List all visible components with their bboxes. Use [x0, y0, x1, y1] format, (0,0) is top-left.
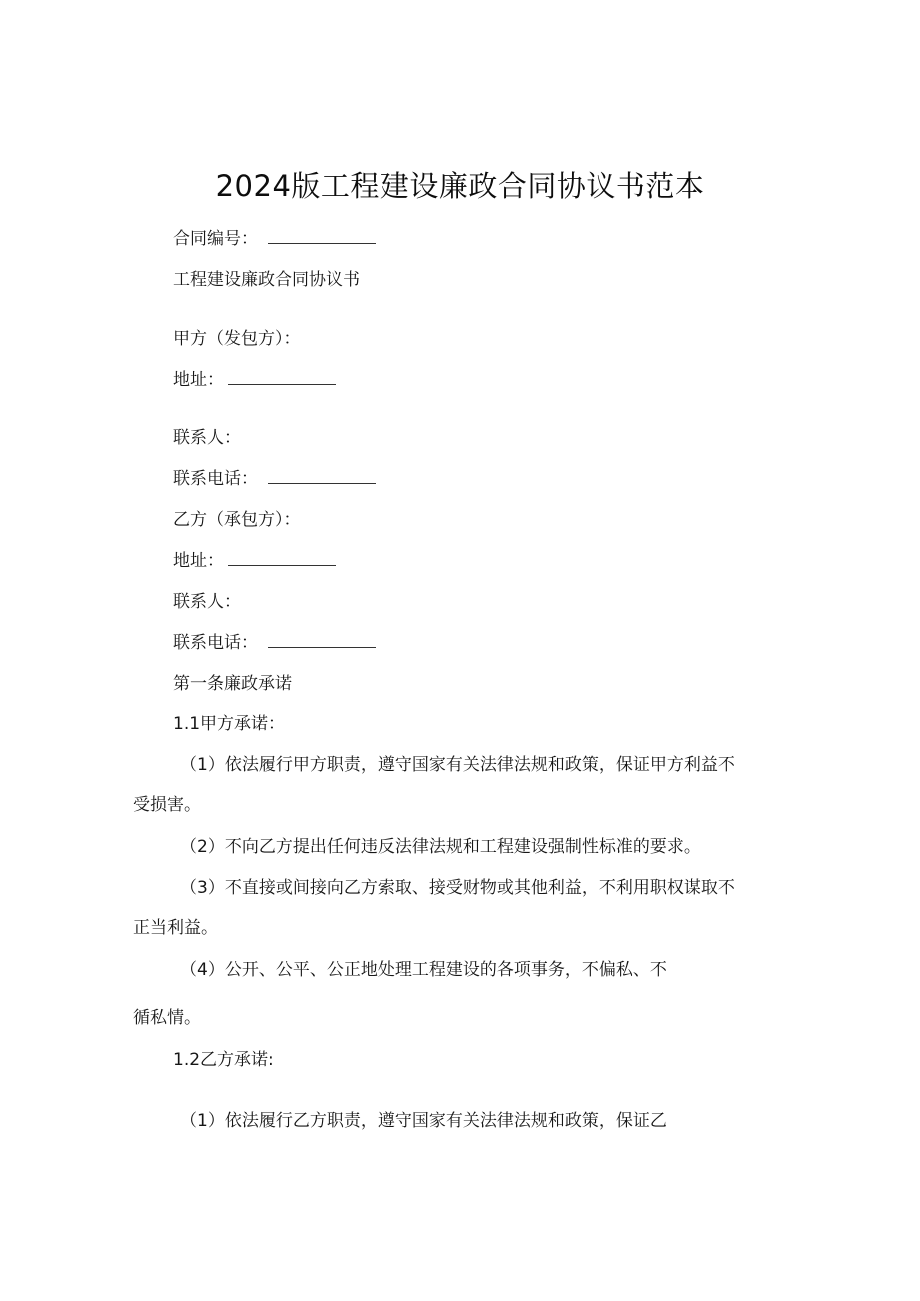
- party-a-promise-2: （2）不向乙方提出任何违反法律法规和工程建设强制性标准的要求。: [180, 837, 701, 857]
- document-name: 工程建设廉政合同协议书: [173, 270, 360, 290]
- party-a-promise-3-line-1: （3）不直接或间接向乙方索取、接受财物或其他利益，不利用职权谋取不: [180, 878, 735, 898]
- party-b-label: 乙方（承包方）：: [173, 510, 301, 530]
- contract-number-line: [173, 227, 376, 251]
- party-a-promise-4-line-1: （4）公开、公平、公正地处理工程建设的各项事务，不偏私、不: [180, 960, 667, 980]
- party-a-address-label: 地址：: [173, 370, 224, 390]
- party-a-phone-line: [173, 467, 376, 491]
- party-b-phone-label: 联系电话：: [173, 633, 258, 653]
- party-b-promise-heading: 1.2乙方承诺:: [173, 1050, 274, 1070]
- party-b-promise-1-line-1: （1）依法履行乙方职责，遵守国家有关法律法规和政策，保证乙: [180, 1111, 667, 1131]
- party-b-address-label: 地址：: [173, 551, 224, 571]
- party-a-promise-4-line-2: 循私情。: [133, 1008, 201, 1028]
- party-b-address-blank: [228, 551, 336, 566]
- contract-number-label: 合同编号：: [173, 229, 258, 249]
- contract-number-blank: [268, 229, 376, 244]
- party-a-promise-heading: 1.1甲方承诺：: [173, 714, 286, 734]
- party-b-contact-label: 联系人：: [173, 592, 241, 612]
- party-a-contact-label: 联系人：: [173, 428, 241, 448]
- party-b-phone-blank: [268, 633, 376, 648]
- party-a-promise-1-line-2: 受损害。: [133, 795, 201, 815]
- party-a-phone-label: 联系电话：: [173, 469, 258, 489]
- document-title: 2024版工程建设廉政合同协议书范本: [215, 169, 705, 203]
- party-a-address-blank: [228, 370, 336, 385]
- party-a-phone-blank: [268, 469, 376, 484]
- party-b-phone-line: [173, 631, 376, 655]
- party-a-label: 甲方（发包方）：: [173, 329, 301, 349]
- party-a-promise-3-line-2: 正当利益。: [133, 918, 218, 938]
- article-1-heading: 第一条廉政承诺: [173, 674, 292, 694]
- party-b-address-line: [173, 549, 336, 573]
- party-a-address-line: [173, 368, 336, 392]
- party-a-promise-1-line-1: （1）依法履行甲方职责，遵守国家有关法律法规和政策，保证甲方利益不: [180, 755, 735, 775]
